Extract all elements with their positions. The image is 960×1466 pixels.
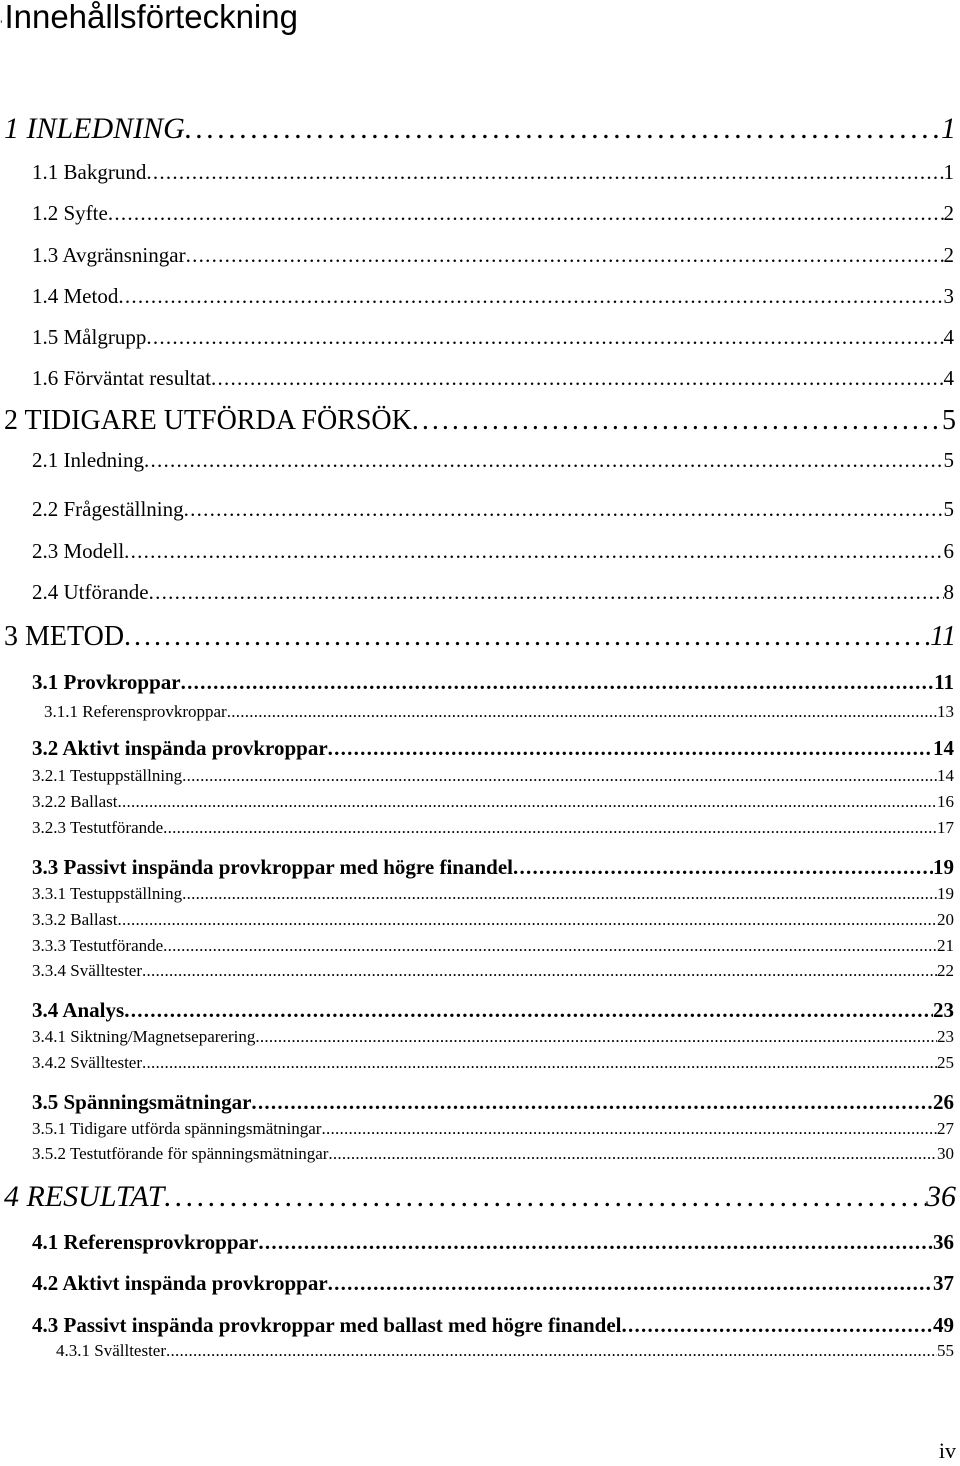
toc-entry-3-3-2[interactable]: 3.3.2 Ballast . . . 20 [32,910,954,930]
toc-entry-2-2[interactable]: 2.2 Frågeställning . . . 5 [32,497,954,522]
page-number: iv [938,1438,956,1463]
toc-entry-3-1[interactable]: 3.1 Provkroppar . . . 11 [32,670,954,695]
title-mark: ’ [0,19,3,31]
toc-entry-3-4-2[interactable]: 3.4.2 Svälltester . . . 25 [32,1053,954,1073]
toc-entry-3-4-1[interactable]: 3.4.1 Siktning/Magnetseparering . . . 23 [32,1027,954,1047]
toc-entry-3-5-1[interactable]: 3.5.1 Tidigare utförda spänningsmätningar . . . 27 [32,1119,954,1139]
toc-entry-1-2[interactable]: 1.2 Syfte . . . 2 [32,201,954,226]
toc-entry-4-3-1[interactable]: 4.3.1 Svälltester . . . 55 [56,1341,954,1361]
toc-entry-3-2-1[interactable]: 3.2.1 Testuppställning . . . 14 [32,766,954,786]
toc-entry-4-3[interactable]: 4.3 Passivt inspända provkroppar med ballast med högre finandel . . . 49 [32,1313,954,1338]
toc-entry-1[interactable]: 1 INLEDNING . . . 1 [4,112,956,146]
toc-entry-2[interactable]: 2 TIDIGARE UTFÖRDA FÖRSÖK . . . 5 [4,405,956,437]
toc-entry-3-3-1[interactable]: 3.3.1 Testuppställning . . . 19 [32,884,954,904]
toc-entry-3-2[interactable]: 3.2 Aktivt inspända provkroppar . . . 14 [32,736,954,761]
toc-entry-3-5[interactable]: 3.5 Spänningsmätningar . . . 26 [32,1090,954,1115]
toc-entry-3-5-2[interactable]: 3.5.2 Testutförande för spänningsmätningar . . . 30 [32,1144,954,1164]
toc-entry-2-4[interactable]: 2.4 Utförande . . . 8 [32,580,954,605]
toc-entry-1-6[interactable]: 1.6 Förväntat resultat . . . 4 [32,366,954,391]
toc-entry-3[interactable]: 3 METOD . . . 11 [4,621,956,653]
toc-entry-3-3[interactable]: 3.3 Passivt inspända provkroppar med högre finandel . . . 19 [32,855,954,880]
toc-entry-2-3[interactable]: 2.3 Modell . . . 6 [32,539,954,564]
toc-entry-3-4[interactable]: 3.4 Analys . . . 23 [32,998,954,1023]
toc-entry-1-3[interactable]: 1.3 Avgränsningar . . . 2 [32,243,954,268]
toc-entry-3-2-3[interactable]: 3.2.3 Testutförande . . . 17 [32,818,954,838]
toc-entry-4-1[interactable]: 4.1 Referensprovkroppar . . . 36 [32,1230,954,1255]
toc-entry-1-4[interactable]: 1.4 Metod . . . 3 [32,284,954,309]
toc-entry-4-2[interactable]: 4.2 Aktivt inspända provkroppar . . . 37 [32,1271,954,1296]
toc-entry-1-5[interactable]: 1.5 Målgrupp . . . 4 [32,325,954,350]
toc-entry-3-3-4[interactable]: 3.3.4 Svälltester . . . 22 [32,961,954,981]
toc-entry-1-1[interactable]: 1.1 Bakgrund . . . 1 [32,160,954,185]
toc-entry-3-3-3[interactable]: 3.3.3 Testutförande . . . 21 [32,936,954,956]
toc-entry-3-1-1[interactable]: 3.1.1 Referensprovkroppar . . . 13 [44,702,954,722]
toc-entry-3-2-2[interactable]: 3.2.2 Ballast . . . 16 [32,792,954,812]
title-text: Innehållsförteckning [4,0,298,35]
toc-entry-2-1[interactable]: 2.1 Inledning . . . 5 [32,448,954,473]
toc-entry-4[interactable]: 4 RESULTAT . . . 36 [4,1180,956,1214]
